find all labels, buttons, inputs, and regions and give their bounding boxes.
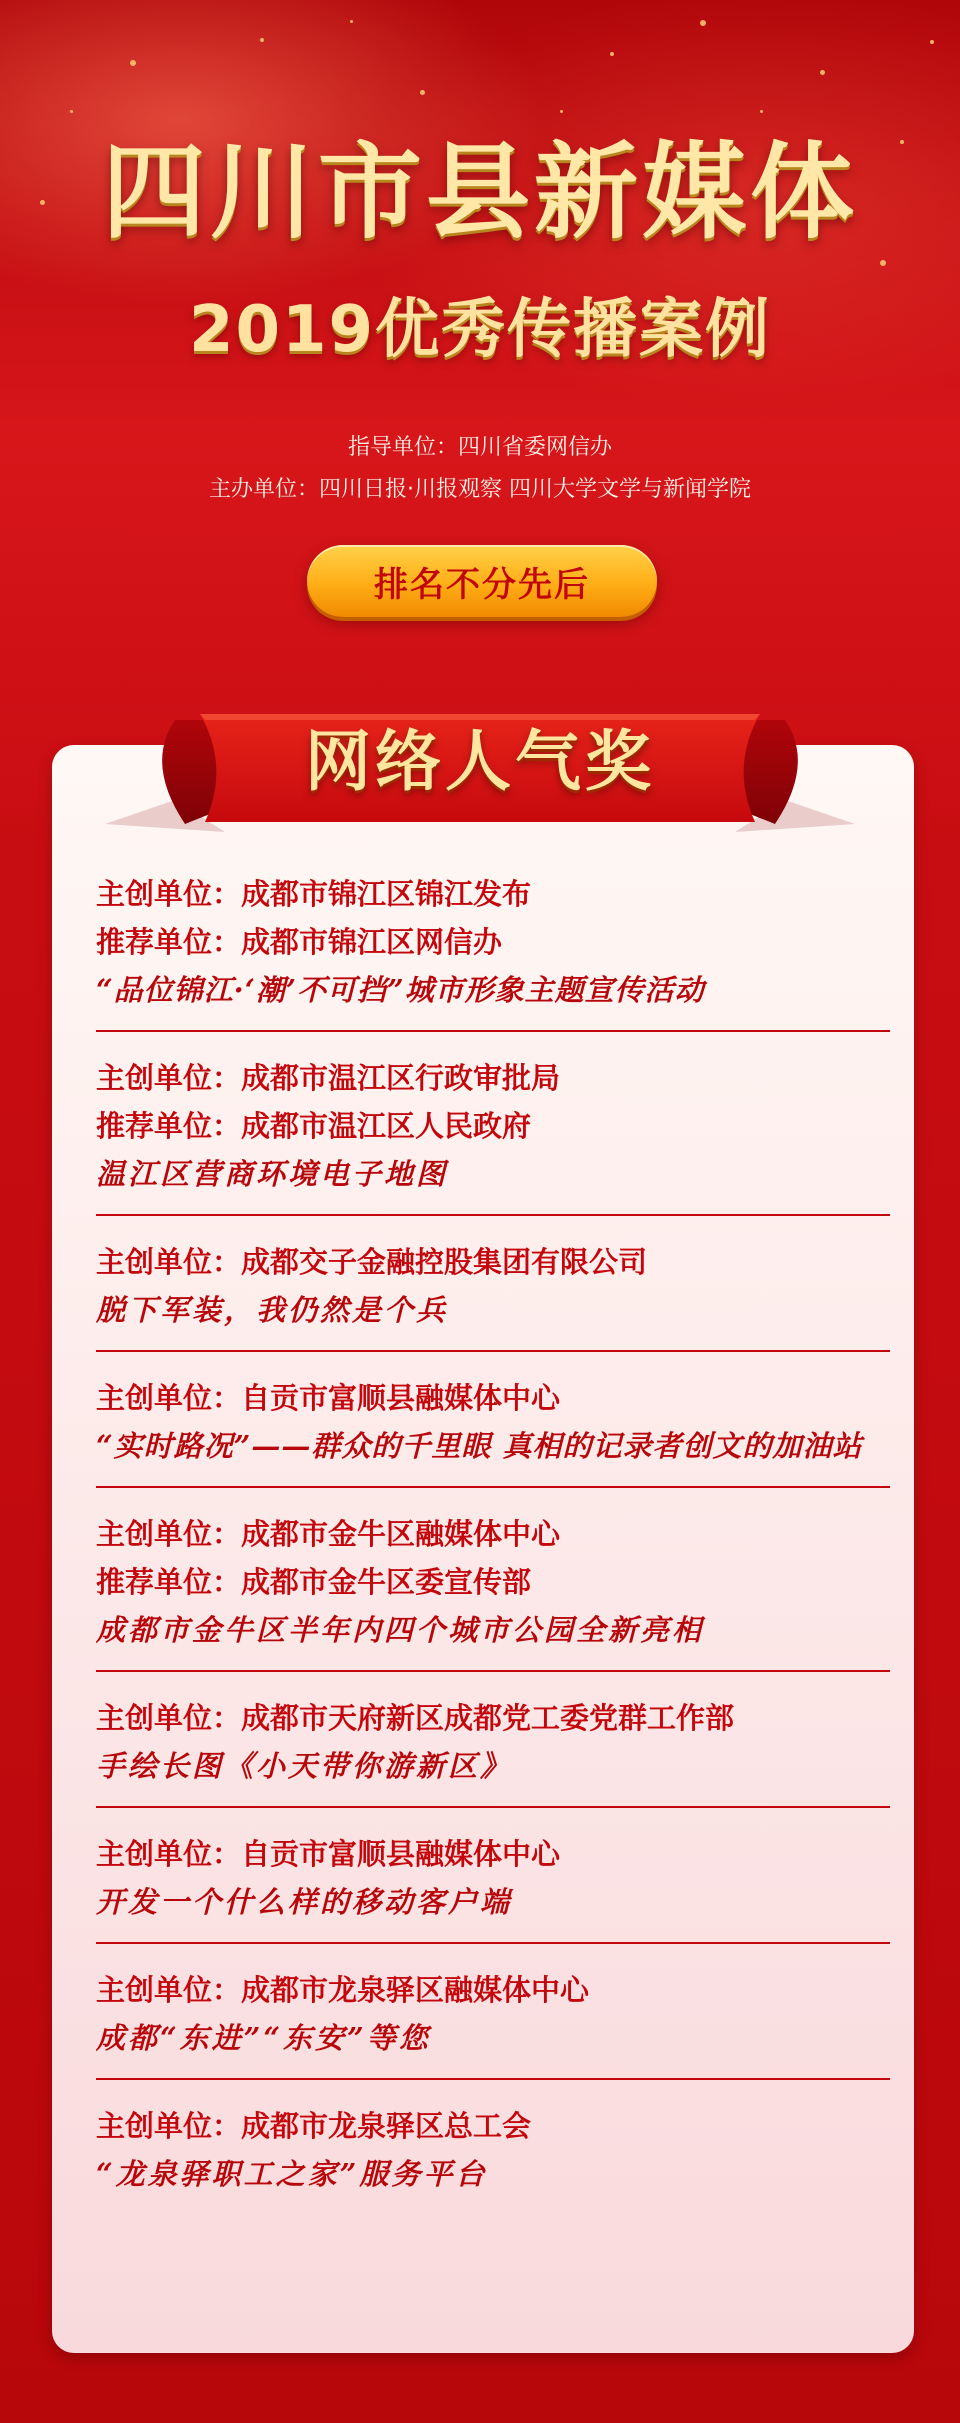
rank-note-badge: 排名不分先后: [307, 545, 657, 617]
recommender-unit: 推荐单位：成都市锦江区网信办: [96, 925, 503, 959]
list-item: [96, 1830, 890, 1926]
creator-unit: 主创单位：成都市金牛区融媒体中心: [96, 1517, 561, 1551]
page-title: 四川市县新媒体: [101, 131, 858, 253]
case-title: 温江区营商环境电子地图: [96, 1157, 449, 1191]
divider: [96, 1214, 890, 1216]
list-item: [96, 1238, 890, 1334]
creator-unit: 主创单位：成都交子金融控股集团有限公司: [96, 1245, 648, 1279]
creator-unit: 主创单位：自贡市富顺县融媒体中心: [96, 1381, 561, 1415]
recommender-unit: 推荐单位：成都市金牛区委宣传部: [96, 1565, 532, 1599]
case-title: “实时路况”——群众的千里眼 真相的记录者创文的加油站: [96, 1429, 863, 1463]
case-title: 成都市金牛区半年内四个城市公园全新亮相: [96, 1613, 705, 1647]
section-ribbon: [105, 704, 855, 836]
page-subtitle: 2019优秀传播案例: [188, 293, 772, 367]
list-item: [96, 1966, 890, 2062]
case-title: 脱下军装，我仍然是个兵: [96, 1293, 449, 1327]
case-title: 手绘长图《小天带你游新区》: [96, 1749, 513, 1783]
divider: [96, 1942, 890, 1944]
list-item: [96, 1374, 890, 1470]
creator-unit: 主创单位：自贡市富顺县融媒体中心: [96, 1837, 561, 1871]
case-title: “品位锦江·‘潮’不可挡”城市形象主题宣传活动: [96, 973, 705, 1007]
list-item: [96, 2102, 890, 2198]
host-unit-text: 主办单位：四川日报·川报观察 四川大学文学与新闻学院: [209, 477, 751, 502]
divider: [96, 1030, 890, 1032]
list-item: [96, 1054, 890, 1198]
creator-unit: 主创单位：成都市锦江区锦江发布: [96, 877, 532, 911]
creator-unit: 主创单位：成都市龙泉驿区融媒体中心: [96, 1973, 590, 2007]
divider: [96, 1486, 890, 1488]
creator-unit: 主创单位：成都市天府新区成都党工委党群工作部: [96, 1701, 735, 1735]
list-item: [96, 1510, 890, 1654]
list-item: [96, 1694, 890, 1790]
case-title: “龙泉驿职工之家”服务平台: [96, 2157, 488, 2191]
divider: [96, 1670, 890, 1672]
divider: [96, 1350, 890, 1352]
recommender-unit: 推荐单位：成都市温江区人民政府: [96, 1109, 532, 1143]
creator-unit: 主创单位：成都市温江区行政审批局: [96, 1061, 561, 1095]
list-item: [96, 870, 890, 1014]
divider: [96, 2078, 890, 2080]
divider: [96, 1806, 890, 1808]
case-title: 成都“东进”“东安”等您: [96, 2021, 431, 2055]
creator-unit: 主创单位：成都市龙泉驿区总工会: [96, 2109, 532, 2143]
entry-list: [96, 870, 890, 2198]
section-title: 网络人气奖: [305, 722, 655, 800]
case-title: 开发一个什么样的移动客户端: [96, 1885, 513, 1919]
guide-unit-text: 指导单位：四川省委网信办: [347, 435, 612, 460]
